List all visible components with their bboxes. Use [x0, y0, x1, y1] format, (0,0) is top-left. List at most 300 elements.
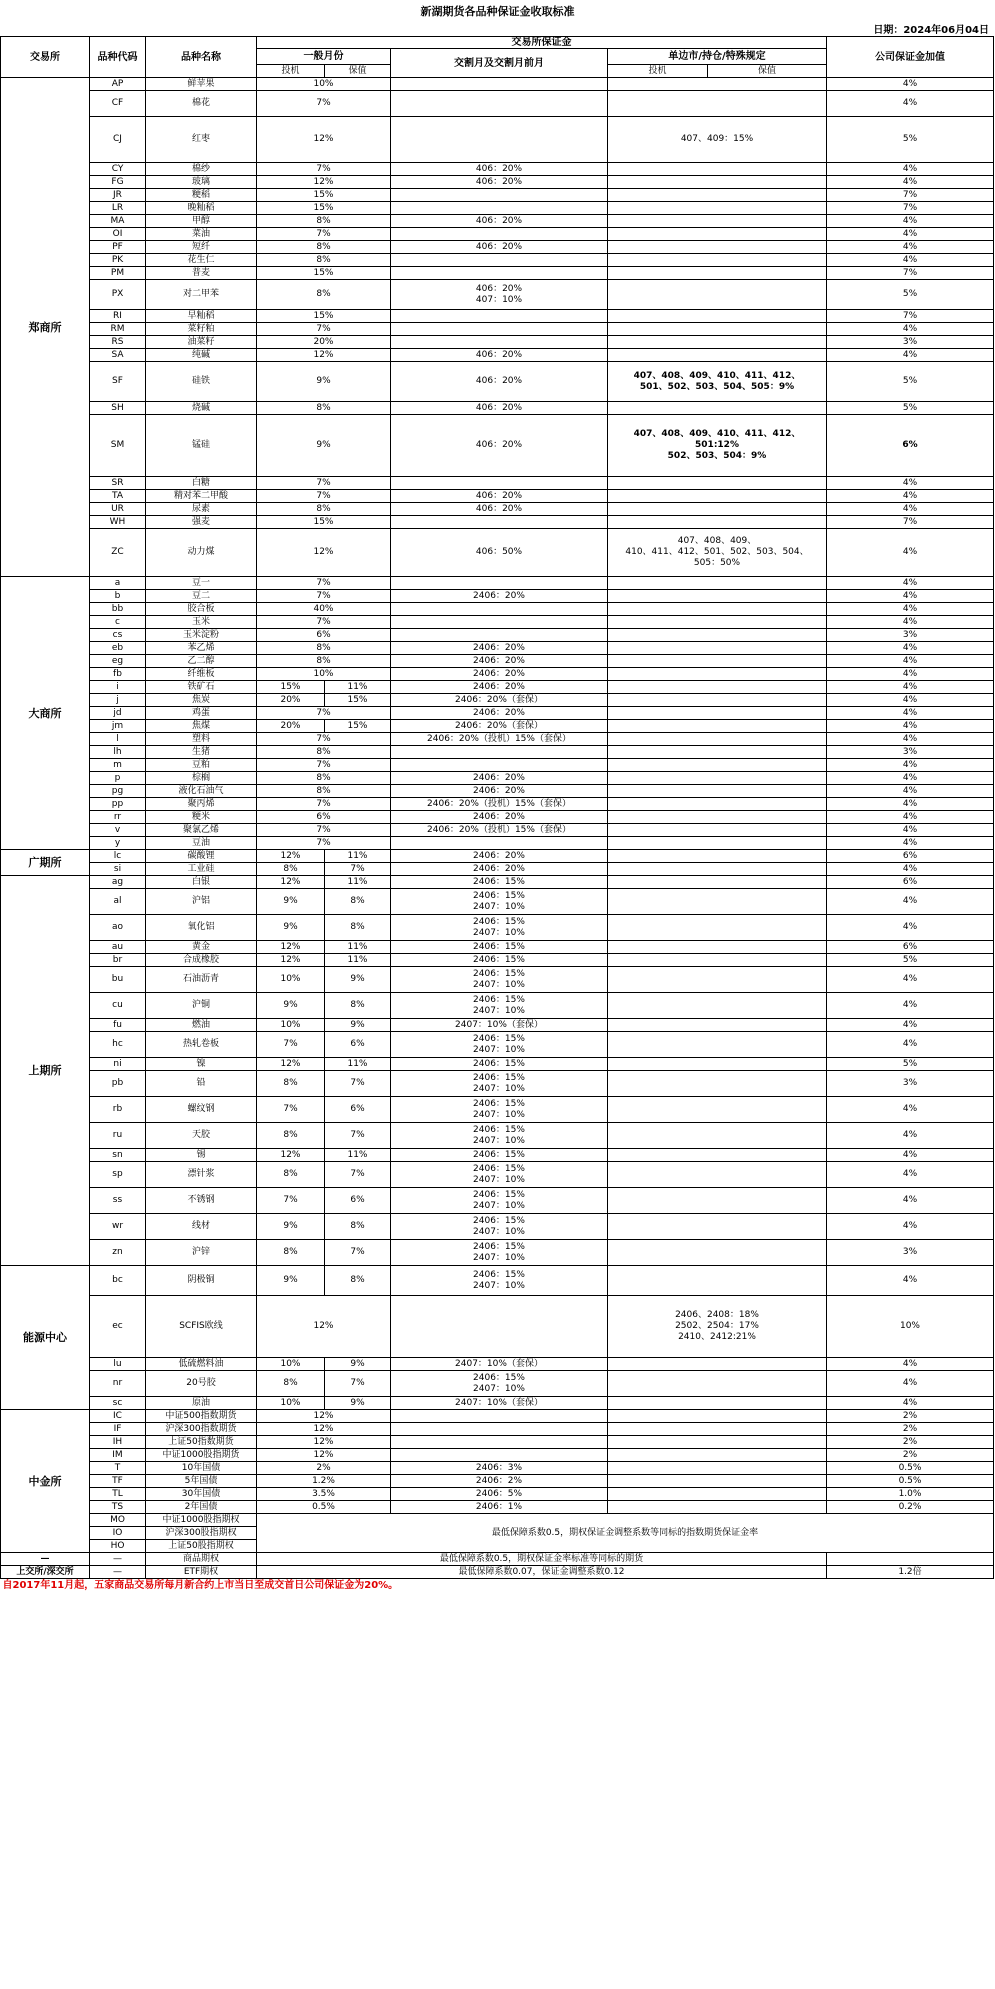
company-add-cell: 4% [827, 590, 994, 603]
table-row [1, 941, 994, 954]
table-row [1, 202, 994, 215]
code-cell: lh [90, 746, 146, 759]
name-cell: 聚丙烯 [146, 798, 257, 811]
company-add-cell: 0.2% [827, 1501, 994, 1514]
special-cell: 2406、2408：18% 2502、2504：17% 2410、2412:21% [608, 1296, 827, 1358]
special-cell [608, 629, 827, 642]
company-add-cell: 4% [827, 529, 994, 577]
spec-cell: 8% [257, 503, 391, 516]
spec-cell: 12% [257, 176, 391, 189]
special-cell [608, 1501, 827, 1514]
table-row [1, 228, 994, 241]
spec-cell: 7% [257, 163, 391, 176]
name-cell: 乙二醇 [146, 655, 257, 668]
name-cell: 液化石油气 [146, 785, 257, 798]
table-row [1, 516, 994, 529]
spec-cell: 7% [257, 616, 391, 629]
company-add-cell: 4% [827, 1032, 994, 1058]
delivery-cell: 2407：10%（套保） [391, 1358, 608, 1371]
delivery-cell: 406：20% 407：10% [391, 280, 608, 310]
spec-cell: 8% [257, 1071, 325, 1097]
company-add-cell: 5% [827, 280, 994, 310]
name-cell: 中证1000股指期货 [146, 1449, 257, 1462]
company-add-cell: 4% [827, 655, 994, 668]
name-cell: 棕榈 [146, 772, 257, 785]
delivery-cell: 2406：15% 2407：10% [391, 1214, 608, 1240]
table-row [1, 1566, 994, 1579]
company-add-cell: 4% [827, 785, 994, 798]
delivery-cell [391, 228, 608, 241]
table-row [1, 1553, 994, 1566]
delivery-cell [391, 310, 608, 323]
code-cell: pg [90, 785, 146, 798]
name-cell: 螺纹钢 [146, 1097, 257, 1123]
name-cell: 鲜苹果 [146, 78, 257, 91]
special-cell [608, 490, 827, 503]
delivery-cell: 2406：15% 2407：10% [391, 1240, 608, 1266]
spec-cell: 9% [257, 362, 391, 402]
special-cell [608, 720, 827, 733]
name-cell: 30年国债 [146, 1488, 257, 1501]
spec-cell: 20% [257, 336, 391, 349]
company-add-cell: 4% [827, 1397, 994, 1410]
special-cell [608, 254, 827, 267]
delivery-cell [391, 516, 608, 529]
code-cell: IO [90, 1527, 146, 1540]
table-row [1, 746, 994, 759]
name-cell: 燃油 [146, 1019, 257, 1032]
name-cell: 5年国债 [146, 1475, 257, 1488]
name-cell: 豆一 [146, 577, 257, 590]
special-cell [608, 772, 827, 785]
code-cell: IC [90, 1410, 146, 1423]
special-cell [608, 349, 827, 362]
company-add-cell: 7% [827, 202, 994, 215]
spec-cell: 10% [257, 78, 391, 91]
name-cell: 尿素 [146, 503, 257, 516]
header-company-add: 公司保证金加值 [827, 37, 994, 78]
company-add-cell: 4% [827, 889, 994, 915]
code-cell: l [90, 733, 146, 746]
table-row [1, 215, 994, 228]
table-row [1, 785, 994, 798]
code-cell: JR [90, 189, 146, 202]
table-row [1, 349, 994, 362]
spec-cell: 20% [257, 694, 325, 707]
table-row [1, 280, 994, 310]
table-row [1, 1488, 994, 1501]
delivery-cell: 2406：3% [391, 1462, 608, 1475]
special-cell [608, 590, 827, 603]
code-cell: al [90, 889, 146, 915]
name-cell: 上证50股指期权 [146, 1540, 257, 1553]
table-row [1, 1214, 994, 1240]
company-add-cell: 4% [827, 1019, 994, 1032]
name-cell: 苯乙烯 [146, 642, 257, 655]
name-cell: 沪铝 [146, 889, 257, 915]
delivery-cell: 406：50% [391, 529, 608, 577]
table-row [1, 1162, 994, 1188]
special-cell [608, 1371, 827, 1397]
delivery-cell [391, 189, 608, 202]
header-spec-special: 投机 [608, 65, 708, 78]
name-cell: ETF期权 [146, 1566, 257, 1579]
hedge-cell: 8% [325, 889, 391, 915]
special-cell [608, 176, 827, 189]
spec-cell: 7% [257, 1188, 325, 1214]
code-cell: sc [90, 1397, 146, 1410]
table-row [1, 117, 994, 163]
spec-cell: 12% [257, 850, 325, 863]
name-cell: 红枣 [146, 117, 257, 163]
name-cell: 焦煤 [146, 720, 257, 733]
table-row [1, 915, 994, 941]
company-add-cell: 2% [827, 1410, 994, 1423]
spec-cell: 8% [257, 1371, 325, 1397]
company-add-cell: 5% [827, 954, 994, 967]
name-cell: 氧化铝 [146, 915, 257, 941]
code-cell: fu [90, 1019, 146, 1032]
hedge-cell: 8% [325, 993, 391, 1019]
delivery-cell: 2406：15% 2407：10% [391, 1188, 608, 1214]
table-row [1, 1436, 994, 1449]
table-body [1, 78, 994, 1593]
special-cell [608, 616, 827, 629]
code-cell: pb [90, 1071, 146, 1097]
table-row [1, 1296, 994, 1358]
name-cell: 塑料 [146, 733, 257, 746]
table-row [1, 1423, 994, 1436]
company-add-cell: 4% [827, 967, 994, 993]
code-cell: si [90, 863, 146, 876]
delivery-cell [391, 267, 608, 280]
code-cell: MA [90, 215, 146, 228]
special-cell [608, 202, 827, 215]
spec-cell: 15% [257, 202, 391, 215]
special-cell [608, 402, 827, 415]
code-cell: nr [90, 1371, 146, 1397]
table-row [1, 1266, 994, 1296]
header-spec: 投机 [257, 65, 325, 78]
company-add-cell: 4% [827, 1123, 994, 1149]
company-add-cell: 5% [827, 117, 994, 163]
table-row [1, 629, 994, 642]
code-cell: ao [90, 915, 146, 941]
special-cell [608, 189, 827, 202]
company-add-cell: 6% [827, 850, 994, 863]
company-add-cell: 0.5% [827, 1475, 994, 1488]
exchange-cell: 上交所/深交所 [1, 1566, 90, 1579]
special-cell: 407、408、409、410、411、412、 501、502、503、504、505：9% [608, 362, 827, 402]
company-add-cell: 4% [827, 176, 994, 189]
company-add-cell: 5% [827, 402, 994, 415]
delivery-cell [391, 1423, 608, 1436]
code-cell: fb [90, 668, 146, 681]
name-cell: 玉米 [146, 616, 257, 629]
table-row [1, 993, 994, 1019]
name-cell: 阴极铜 [146, 1266, 257, 1296]
table-row [1, 863, 994, 876]
company-add-cell: 5% [827, 362, 994, 402]
name-cell: 烧碱 [146, 402, 257, 415]
code-cell: bb [90, 603, 146, 616]
table-row [1, 720, 994, 733]
company-add-cell: 4% [827, 915, 994, 941]
name-cell: 镍 [146, 1058, 257, 1071]
spec-cell: 12% [257, 1296, 391, 1358]
delivery-cell: 406：20% [391, 362, 608, 402]
company-add-cell: 4% [827, 603, 994, 616]
spec-cell: 7% [257, 798, 391, 811]
spec-cell: 6% [257, 629, 391, 642]
company-add-cell: 5% [827, 1058, 994, 1071]
spec-cell: 15% [257, 310, 391, 323]
spec-cell: 12% [257, 1058, 325, 1071]
table-row [1, 1019, 994, 1032]
special-cell [608, 1410, 827, 1423]
code-cell: bu [90, 967, 146, 993]
name-cell: 中证500指数期货 [146, 1410, 257, 1423]
code-cell: eg [90, 655, 146, 668]
delivery-cell: 406：20% [391, 490, 608, 503]
delivery-cell: 2406：5% [391, 1488, 608, 1501]
spec-cell: 7% [257, 759, 391, 772]
code-cell: MO [90, 1514, 146, 1527]
delivery-cell: 2406：15% [391, 954, 608, 967]
table-row [1, 323, 994, 336]
delivery-cell: 2406：20% [391, 590, 608, 603]
table-row [1, 889, 994, 915]
name-cell: 粳稻 [146, 189, 257, 202]
delivery-cell [391, 254, 608, 267]
spec-cell: 12% [257, 876, 325, 889]
code-cell: TF [90, 1475, 146, 1488]
spec-cell: 8% [257, 215, 391, 228]
header-exchange: 交易所 [1, 37, 90, 78]
hedge-cell: 7% [325, 1123, 391, 1149]
table-row [1, 362, 994, 402]
special-cell [608, 1488, 827, 1501]
code-cell: T [90, 1462, 146, 1475]
delivery-cell [391, 1436, 608, 1449]
special-cell [608, 78, 827, 91]
name-cell: 沪锌 [146, 1240, 257, 1266]
spec-cell: 12% [257, 1436, 391, 1449]
hedge-cell: 11% [325, 681, 391, 694]
spec-cell: 10% [257, 668, 391, 681]
name-cell: 沪铜 [146, 993, 257, 1019]
code-cell: RS [90, 336, 146, 349]
company-add-cell: 4% [827, 616, 994, 629]
spec-cell: 7% [257, 824, 391, 837]
special-cell [608, 1149, 827, 1162]
delivery-cell [391, 759, 608, 772]
hedge-cell: 15% [325, 694, 391, 707]
name-cell: 甲醇 [146, 215, 257, 228]
table-row [1, 694, 994, 707]
delivery-cell [391, 837, 608, 850]
company-add-cell: 4% [827, 1266, 994, 1296]
special-cell [608, 759, 827, 772]
name-cell: 豆二 [146, 590, 257, 603]
special-cell [608, 267, 827, 280]
special-cell [608, 876, 827, 889]
table-row [1, 772, 994, 785]
table-row [1, 1397, 994, 1410]
table-row [1, 241, 994, 254]
company-add-cell: 4% [827, 1371, 994, 1397]
code-cell: SA [90, 349, 146, 362]
name-cell: 沪深300股指期权 [146, 1527, 257, 1540]
delivery-cell: 406：20% [391, 241, 608, 254]
table-row [1, 1123, 994, 1149]
company-add-cell: 4% [827, 163, 994, 176]
name-cell: 硅铁 [146, 362, 257, 402]
special-cell [608, 1358, 827, 1371]
table-row [1, 707, 994, 720]
special-cell [608, 850, 827, 863]
name-cell: 生猪 [146, 746, 257, 759]
table-row [1, 954, 994, 967]
company-add-cell: 3% [827, 1240, 994, 1266]
spec-cell: 10% [257, 967, 325, 993]
table-row [1, 759, 994, 772]
company-add-cell: 4% [827, 863, 994, 876]
name-cell: SCFIS欧线 [146, 1296, 257, 1358]
code-cell: OI [90, 228, 146, 241]
company-add-cell: 7% [827, 310, 994, 323]
special-cell [608, 785, 827, 798]
code-cell: SM [90, 415, 146, 477]
table-row [1, 603, 994, 616]
delivery-cell: 406：20% [391, 163, 608, 176]
company-add-cell: 7% [827, 189, 994, 202]
table-row [1, 1501, 994, 1514]
header-name: 品种名称 [146, 37, 257, 78]
spec-cell: 12% [257, 117, 391, 163]
delivery-cell: 406：20% [391, 415, 608, 477]
code-cell: y [90, 837, 146, 850]
special-cell [608, 642, 827, 655]
company-add-cell: 4% [827, 254, 994, 267]
delivery-cell [391, 91, 608, 117]
special-cell [608, 1058, 827, 1071]
hedge-cell: 9% [325, 967, 391, 993]
code-cell: PK [90, 254, 146, 267]
delivery-cell: 2406：20% [391, 655, 608, 668]
code-cell: SF [90, 362, 146, 402]
table-row [1, 503, 994, 516]
special-cell [608, 1097, 827, 1123]
delivery-cell: 2406：15% 2407：10% [391, 1032, 608, 1058]
delivery-cell: 2406：20%（投机）15%（套保） [391, 798, 608, 811]
spec-cell: 8% [257, 1123, 325, 1149]
name-cell: 商品期权 [146, 1553, 257, 1566]
company-add-cell: 4% [827, 91, 994, 117]
delivery-cell: 406：20% [391, 176, 608, 189]
delivery-cell [391, 202, 608, 215]
special-cell [608, 1436, 827, 1449]
special-cell: 407、408、409、 410、411、412、501、502、503、504、 505：50% [608, 529, 827, 577]
delivery-cell: 2406：20%（套保） [391, 720, 608, 733]
hedge-cell: 7% [325, 1071, 391, 1097]
hedge-cell: 6% [325, 1032, 391, 1058]
spec-cell: 10% [257, 1019, 325, 1032]
name-cell: 2年国债 [146, 1501, 257, 1514]
company-add-cell: 4% [827, 1162, 994, 1188]
hedge-cell: 7% [325, 1371, 391, 1397]
table-row [1, 642, 994, 655]
table-row [1, 798, 994, 811]
name-cell: 铅 [146, 1071, 257, 1097]
page-title: 新湖期货各品种保证金收取标准 [420, 5, 575, 18]
name-cell: 花生仁 [146, 254, 257, 267]
name-cell: 热轧卷板 [146, 1032, 257, 1058]
special-cell [608, 477, 827, 490]
company-add-cell: 2% [827, 1449, 994, 1462]
spec-cell: 12% [257, 1149, 325, 1162]
company-add-cell: 4% [827, 837, 994, 850]
delivery-cell [391, 336, 608, 349]
table-row [1, 1475, 994, 1488]
table-row [1, 163, 994, 176]
table-row [1, 655, 994, 668]
company-add-cell: 4% [827, 1188, 994, 1214]
code-cell: ag [90, 876, 146, 889]
code-cell: TL [90, 1488, 146, 1501]
spec-cell: 8% [257, 254, 391, 267]
spec-cell: 8% [257, 772, 391, 785]
code-cell: pp [90, 798, 146, 811]
special-cell [608, 1019, 827, 1032]
code-cell: ni [90, 1058, 146, 1071]
table-row [1, 1240, 994, 1266]
spec-cell: 10% [257, 1397, 325, 1410]
header-delivery-month: 交割月及交割月前月 [391, 49, 608, 78]
spec-cell: 12% [257, 1423, 391, 1436]
company-add-cell: 4% [827, 228, 994, 241]
spec-cell: 8% [257, 1162, 325, 1188]
special-cell [608, 1240, 827, 1266]
table-row [1, 402, 994, 415]
delivery-cell: 2406：15% 2407：10% [391, 915, 608, 941]
delivery-cell [391, 603, 608, 616]
code-cell: ZC [90, 529, 146, 577]
company-add-cell: 4% [827, 694, 994, 707]
special-cell [608, 668, 827, 681]
company-add-cell: 4% [827, 720, 994, 733]
company-add-cell: 2% [827, 1436, 994, 1449]
code-cell: HO [90, 1540, 146, 1553]
spec-cell: 8% [257, 280, 391, 310]
table-row [1, 967, 994, 993]
company-add-cell: 3% [827, 746, 994, 759]
table-row [1, 490, 994, 503]
special-cell [608, 503, 827, 516]
footnote: 自2017年11月起，五家商品交易所每月新合约上市当日至成交首日公司保证金为20%。 [2, 1580, 399, 1592]
table-row [1, 78, 994, 91]
delivery-cell: 406：20% [391, 402, 608, 415]
name-cell: 油菜籽 [146, 336, 257, 349]
company-add-cell: 4% [827, 772, 994, 785]
name-cell: 沪深300指数期货 [146, 1423, 257, 1436]
delivery-cell [391, 1296, 608, 1358]
company-add-cell: 4% [827, 642, 994, 655]
company-add-cell: 2% [827, 1423, 994, 1436]
code-cell: AP [90, 78, 146, 91]
spec-cell: 15% [257, 189, 391, 202]
delivery-cell: 2406：15% 2407：10% [391, 889, 608, 915]
